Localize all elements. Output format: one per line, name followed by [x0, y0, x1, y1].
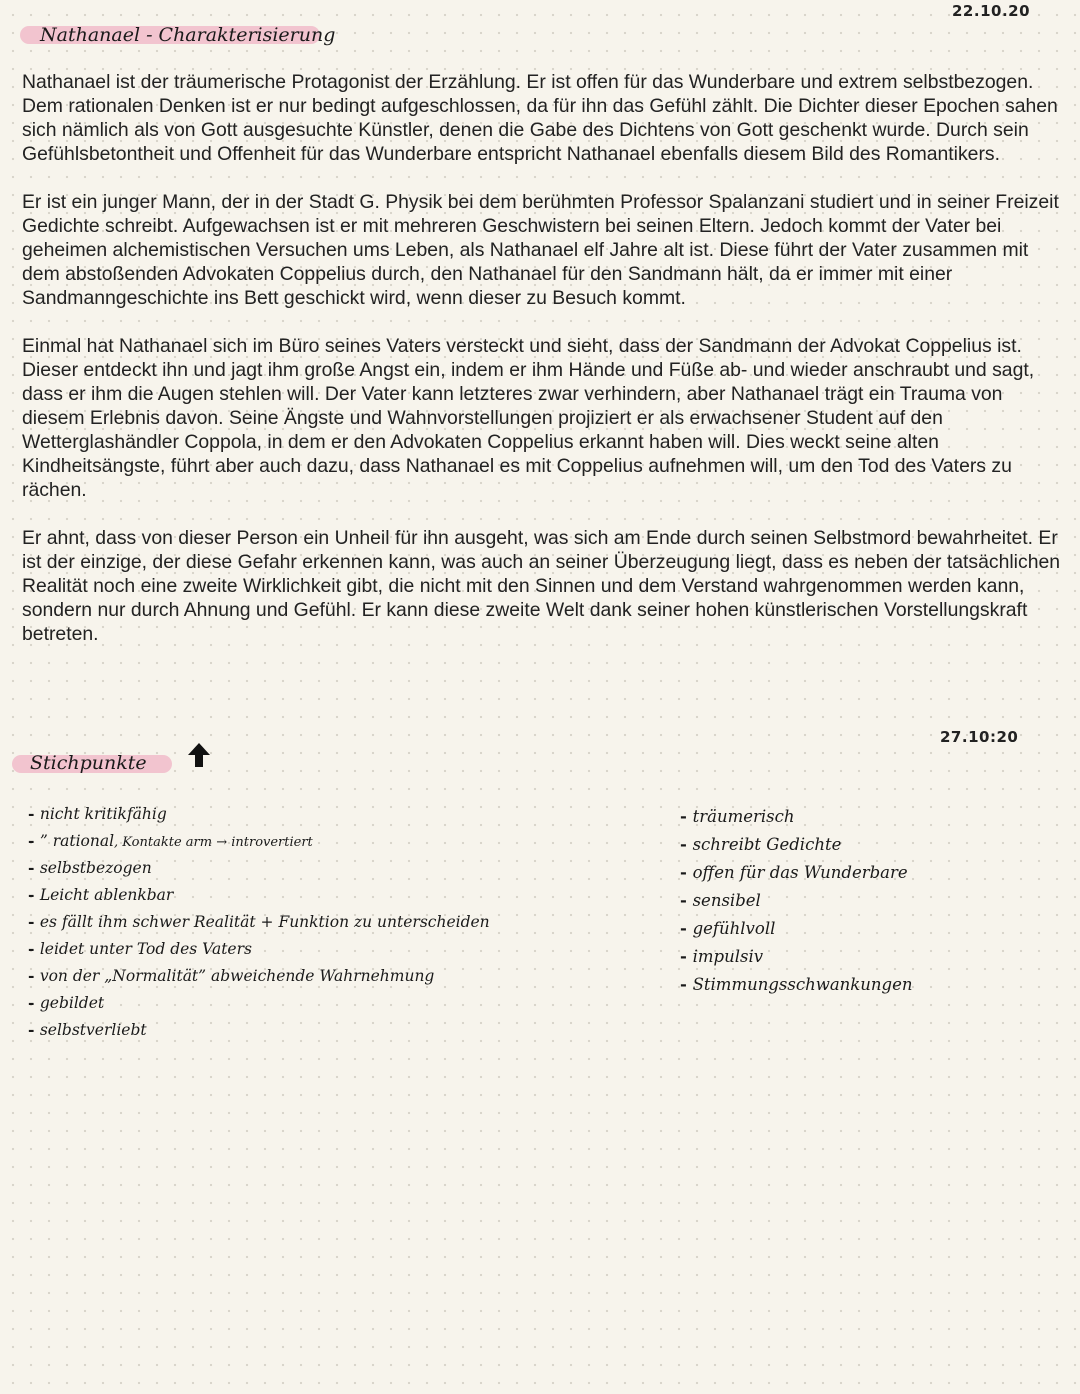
page-title-text: Nathanael - Charakterisierung	[40, 24, 336, 46]
paragraph-2: Er ist ein junger Mann, der in der Stadt G. Physik bei dem berühmten Professor Spalanzani studiert und in seiner Freizeit Gedichte schreibt. Aufgewachsen ist er mit mehreren Geschwistern bei seinen Eltern. Jedoch kommt der Vater bei geheimen alchemistischen Versuchen ums Leben, als Nathanael elf Jahre alt ist. Diese führt der Vater zusammen mit dem abstoßenden Advokaten Coppelius durch, den Nathanael für den Sandmann hält, da er immer mit einer Sandmanngeschichte ins Bett geschickt wird, wenn dieser zu Besuch kommt.	[22, 191, 1059, 309]
list-item: - Leicht ablenkbar	[28, 881, 490, 908]
list-item: - leidet unter Tod des Vaters	[28, 935, 490, 962]
notes-list-left	[28, 800, 490, 1043]
list-item: - sensibel	[680, 887, 913, 915]
paragraph-1: Nathanael ist der träumerische Protagonist der Erzählung. Er ist offen für das Wunderbare und extrem selbstbezogen. Dem rationalen Denken ist er nur bedingt aufgeschlossen, da für ihn das Gefühl zählt. Die Dichter dieser Epochen sahen sich nämlich als von Gott ausgesuchte Künstler, denen die Gabe des Dichtens von Gott geschenkt wurde. Durch sein Gefühlsbetontheit und Offenheit für das Wunderbare entspricht Nathanael ebenfalls diesem Bild des Romantikers.	[22, 71, 1058, 165]
list-item: - es fällt ihm schwer Realität + Funktion zu unterscheiden	[28, 908, 490, 935]
paragraph-3: Einmal hat Nathanael sich im Büro seines Vaters versteckt und sieht, dass der Sandmann der Advokat Coppelius ist. Dieser entdeckt ihn und jagt ihm große Angst ein, indem er ihm Hände und Füße ab- und wieder anschraubt und sagt, dass er ihm die Augen stehlen will. Der Vater kann letzteres zwar verhindern, aber Nathanael trägt ein Trauma von diesem Erlebnis davon. Seine Ängste und Wahnvorstellungen projiziert er als erwachsener Student auf den Wetterglashändler Coppola, in dem er den Advokaten Coppelius erkannt haben will. Dies weckt seine alten Kindheitsängste, führt aber auch dazu, dass Nathanael es mit Coppelius aufnehmen will, um den Tod des Vaters zu rächen.	[22, 335, 1035, 501]
notes-heading	[30, 752, 147, 774]
list-item-text: ” rational	[39, 832, 115, 850]
notes-heading-text: Stichpunkte	[30, 752, 147, 774]
list-item: - selbstbezogen	[28, 854, 490, 881]
list-item: - träumerisch	[680, 803, 913, 831]
list-item: - gefühlvoll	[680, 915, 913, 943]
arrow-up-icon	[186, 742, 212, 768]
list-item: - selbstverliebt	[28, 1016, 490, 1043]
notes-list-right	[680, 803, 913, 999]
list-item: - offen für das Wunderbare	[680, 859, 913, 887]
list-item-extra: , Kontakte arm → introvertiert	[114, 835, 313, 850]
list-item: - Stimmungsschwankungen	[680, 971, 913, 999]
page-title	[40, 24, 335, 46]
paragraph-4: Er ahnt, dass von dieser Person ein Unheil für ihn ausgeht, was sich am Ende durch seinen Selbstmord bewahrheitet. Er ist der einzige, der diese Gefahr erkennen kann, was auch an seiner Überzeugung liegt, dass es neben der tatsächlichen Realität noch eine zweite Wirklichkeit gibt, die nicht mit den Sinnen und dem Verstand wahrgenommen werden kann, sondern nur durch Ahnung und Gefühl. Er kann diese zweite Welt dank seiner hohen künstlerischen Vorstellungskraft betreten.	[22, 527, 1061, 645]
list-item	[28, 827, 490, 854]
list-item: - gebildet	[28, 989, 490, 1016]
list-item: - nicht kritikfähig	[28, 800, 490, 827]
date-top: 22.10.20	[952, 2, 1031, 20]
list-item: - impulsiv	[680, 943, 913, 971]
list-item: - schreibt Gedichte	[680, 831, 913, 859]
date-notes: 27.10:20	[940, 728, 1019, 746]
characterization-text	[22, 70, 1062, 670]
list-item: - von der „Normalität” abweichende Wahrnehmung	[28, 962, 490, 989]
